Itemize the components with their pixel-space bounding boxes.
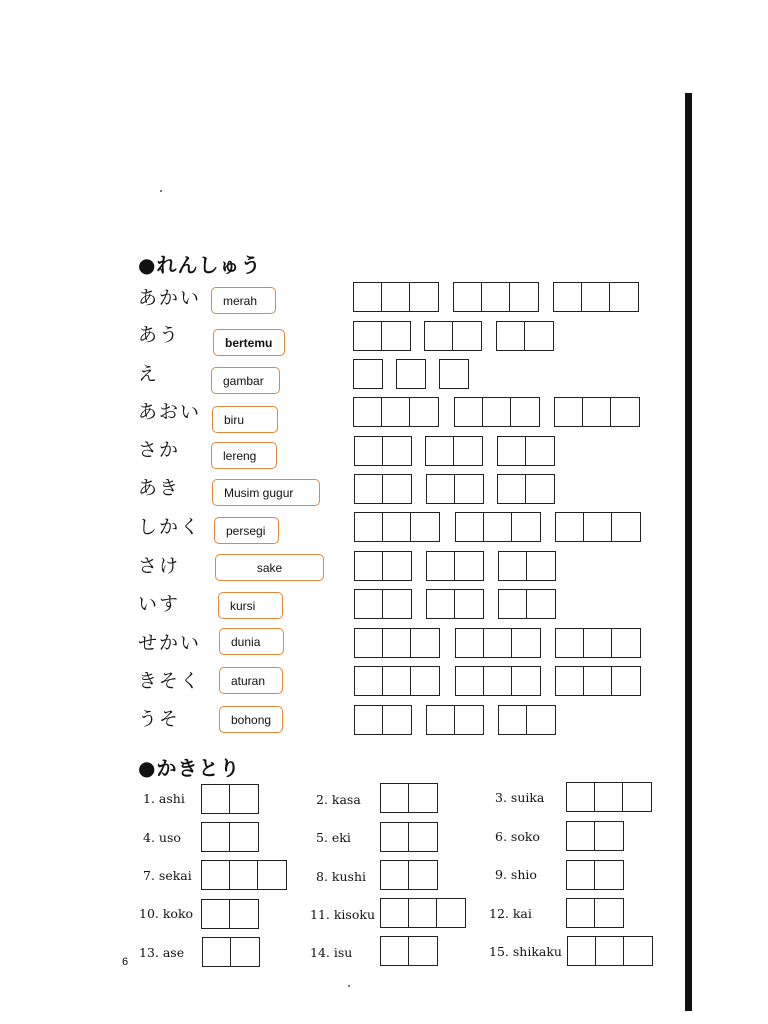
- writing-grid[interactable]: [354, 589, 412, 619]
- writing-grid[interactable]: [353, 359, 383, 389]
- writing-grid[interactable]: [455, 666, 541, 696]
- writing-grid[interactable]: [439, 359, 469, 389]
- writing-grid[interactable]: [566, 860, 624, 890]
- writing-grid[interactable]: [396, 359, 426, 389]
- dictation-label: 12. kai: [489, 906, 532, 921]
- writing-grid[interactable]: [553, 282, 639, 312]
- writing-grid[interactable]: [426, 474, 484, 504]
- dictation-label: 10. koko: [139, 906, 194, 921]
- dictation-label: 7. sekai: [143, 868, 192, 883]
- kana-word: さか: [138, 439, 181, 461]
- kana-word: あき: [138, 477, 181, 499]
- writing-grid[interactable]: [424, 321, 482, 351]
- dictation-label: 4. uso: [143, 830, 181, 845]
- answer-box[interactable]: dunia: [219, 628, 284, 655]
- dictation-label: 14. isu: [310, 945, 353, 960]
- writing-grid[interactable]: [498, 551, 556, 581]
- writing-grid[interactable]: [555, 666, 641, 696]
- writing-grid[interactable]: [354, 512, 440, 542]
- answer-box[interactable]: gambar: [211, 367, 280, 394]
- writing-grid[interactable]: [497, 474, 555, 504]
- writing-grid[interactable]: [555, 628, 641, 658]
- writing-grid[interactable]: [354, 474, 412, 504]
- writing-grid[interactable]: [380, 783, 438, 813]
- dictation-label: 9. shio: [495, 867, 537, 882]
- dictation-label: 6. soko: [495, 829, 540, 844]
- writing-grid[interactable]: [201, 899, 259, 929]
- answer-box[interactable]: Musim gugur: [212, 479, 320, 506]
- writing-grid[interactable]: [202, 937, 260, 967]
- writing-grid[interactable]: [566, 898, 624, 928]
- page-number: 6: [122, 956, 129, 968]
- writing-grid[interactable]: [498, 589, 556, 619]
- kana-word: さけ: [138, 555, 181, 577]
- dictation-label: 1. ashi: [143, 791, 185, 806]
- writing-grid[interactable]: [354, 551, 412, 581]
- kana-word: え: [138, 363, 160, 385]
- kana-word: しかく: [138, 516, 202, 538]
- writing-grid[interactable]: [454, 397, 540, 427]
- kana-word: あおい: [138, 401, 202, 423]
- writing-grid[interactable]: [201, 860, 287, 890]
- writing-grid[interactable]: [354, 436, 412, 466]
- writing-grid[interactable]: [496, 321, 554, 351]
- writing-grid[interactable]: [555, 512, 641, 542]
- kana-word: せかい: [138, 632, 202, 654]
- writing-grid[interactable]: [354, 666, 440, 696]
- writing-grid[interactable]: [498, 705, 556, 735]
- kakitori-title: ●かきとり: [138, 756, 241, 780]
- answer-box[interactable]: sake: [215, 554, 324, 581]
- writing-grid[interactable]: [354, 628, 440, 658]
- writing-grid[interactable]: [201, 784, 259, 814]
- answer-box[interactable]: biru: [212, 406, 278, 433]
- answer-box[interactable]: lereng: [211, 442, 277, 469]
- writing-grid[interactable]: [453, 282, 539, 312]
- answer-box[interactable]: merah: [211, 287, 276, 314]
- kana-word: あかい: [138, 287, 202, 309]
- writing-grid[interactable]: [455, 512, 541, 542]
- kana-word: いす: [138, 593, 181, 615]
- dictation-label: 3. suika: [495, 790, 545, 805]
- writing-grid[interactable]: [567, 936, 653, 966]
- writing-grid[interactable]: [380, 860, 438, 890]
- writing-grid[interactable]: [353, 321, 411, 351]
- dictation-label: 5. eki: [316, 830, 351, 845]
- scan-speck: [160, 190, 162, 192]
- dictation-label: 11. kisoku: [310, 907, 375, 922]
- writing-grid[interactable]: [353, 397, 439, 427]
- writing-grid[interactable]: [354, 705, 412, 735]
- dictation-label: 2. kasa: [316, 792, 361, 807]
- dictation-label: 8. kushi: [316, 869, 366, 884]
- writing-grid[interactable]: [566, 821, 624, 851]
- writing-grid[interactable]: [426, 589, 484, 619]
- writing-grid[interactable]: [425, 436, 483, 466]
- writing-grid[interactable]: [426, 551, 484, 581]
- answer-box[interactable]: aturan: [219, 667, 283, 694]
- kana-word: きそく: [138, 670, 202, 692]
- writing-grid[interactable]: [455, 628, 541, 658]
- writing-grid[interactable]: [497, 436, 555, 466]
- writing-grid[interactable]: [566, 782, 652, 812]
- kana-word: あう: [138, 324, 181, 346]
- answer-box[interactable]: bohong: [219, 706, 283, 733]
- writing-grid[interactable]: [426, 705, 484, 735]
- writing-grid[interactable]: [380, 936, 438, 966]
- dictation-label: 15. shikaku: [489, 944, 562, 959]
- writing-grid[interactable]: [353, 282, 439, 312]
- writing-grid[interactable]: [380, 898, 466, 928]
- answer-box[interactable]: bertemu: [213, 329, 285, 356]
- page-edge: [685, 93, 692, 1011]
- writing-grid[interactable]: [554, 397, 640, 427]
- kana-word: うそ: [138, 708, 181, 730]
- dictation-label: 13. ase: [139, 945, 185, 960]
- answer-box[interactable]: persegi: [214, 517, 279, 544]
- renshuu-title: ●れんしゅう: [138, 253, 262, 277]
- answer-box[interactable]: kursi: [218, 592, 283, 619]
- scan-speck: [348, 985, 350, 987]
- writing-grid[interactable]: [201, 822, 259, 852]
- writing-grid[interactable]: [380, 822, 438, 852]
